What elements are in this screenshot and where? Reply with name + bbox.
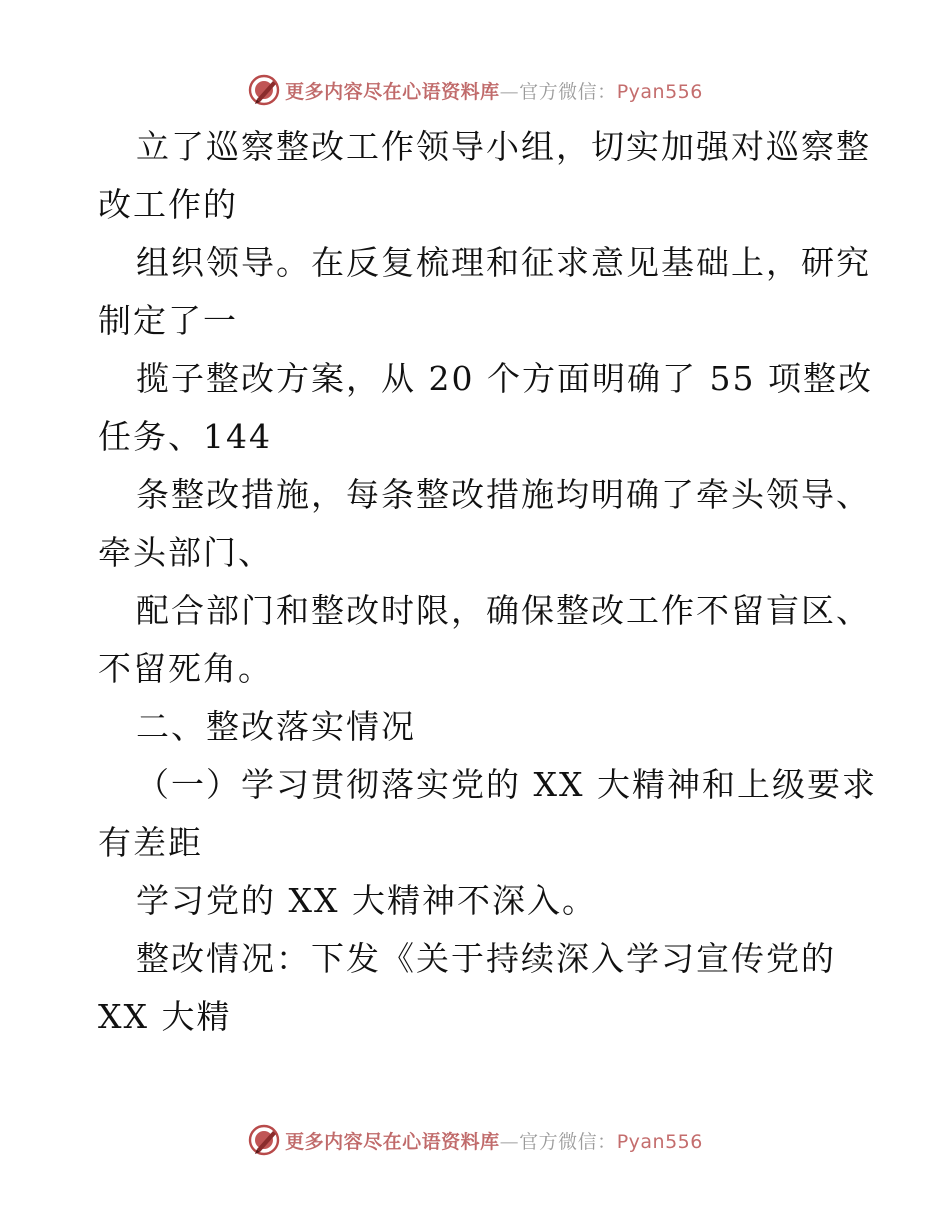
document-body [98,118,877,1046]
body-line: 条整改措施，每条整改措施均明确了牵头领导、 [136,475,871,514]
section-heading: 二、整改落实情况 [136,707,416,746]
body-line: 整改情况：下发《关于持续深入学习宣传党的 [136,939,836,978]
body-line: 组织领导。在反复梳理和征求意见基础上，研究 [136,243,871,282]
body-line: 立了巡察整改工作领导小组，切实加强对巡察整 [136,127,871,166]
body-line: 不留死角。 [98,649,273,688]
watermark-brand: 更多内容尽在心语资料库 [285,1130,500,1153]
pen-seal-icon [247,1123,281,1157]
body-line: 学习党的 XX 大精神不深入。 [136,881,597,920]
watermark-wechat-label: 官方微信： [519,1130,617,1153]
body-line: 任务、144 [98,417,272,456]
body-line: 配合部门和整改时限，确保整改工作不留盲区、 [136,591,871,630]
body-line: 揽子整改方案，从 20 个方面明确了 55 项整改 [136,359,873,398]
body-line: XX 大精 [98,997,232,1036]
watermark-wechat-id: Pyan556 [616,80,703,103]
subsection-heading: （一）学习贯彻落实党的 XX 大精神和上级要求 [136,765,877,804]
watermark-separator: — [499,80,520,103]
footer-watermark [0,1120,950,1160]
watermark-brand: 更多内容尽在心语资料库 [285,80,500,103]
watermark-wechat-label: 官方微信： [519,80,617,103]
body-line: 有差距 [98,823,203,862]
pen-seal-icon [247,73,281,107]
watermark-wechat-id: Pyan556 [616,1130,703,1153]
header-watermark [0,70,950,110]
body-line: 改工作的 [98,185,238,224]
body-line: 牵头部门、 [98,533,273,572]
watermark-separator: — [499,1130,520,1153]
body-line: 制定了一 [98,301,238,340]
